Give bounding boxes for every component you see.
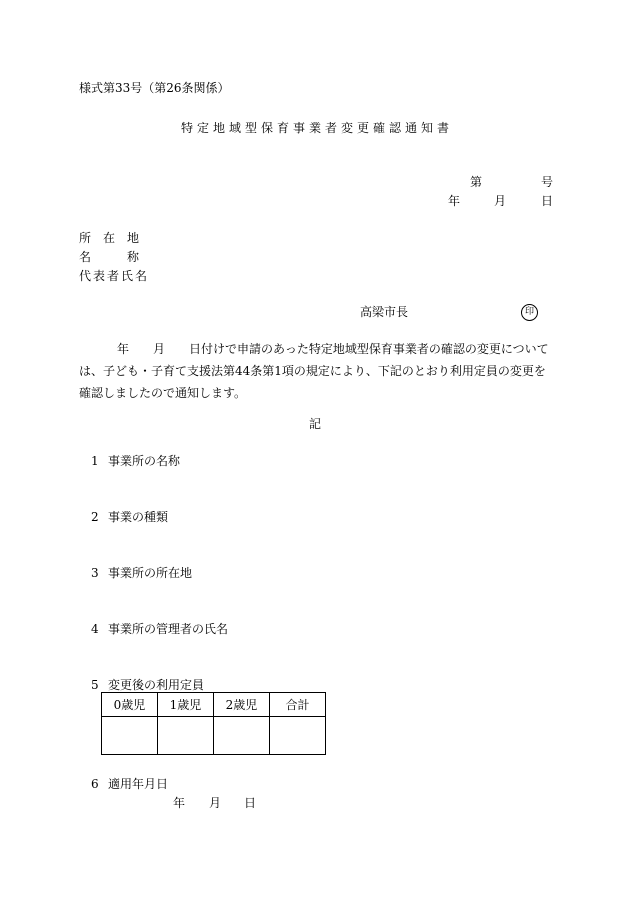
capacity-header-row: [102, 693, 326, 717]
item-number: 6: [91, 777, 99, 791]
capacity-value-total[interactable]: [270, 717, 326, 755]
seal-mark: 印: [521, 304, 538, 321]
item-label-facility-address: 事業所の所在地: [108, 566, 193, 580]
date-month: 月: [494, 194, 507, 208]
item-number: 5: [91, 678, 99, 692]
document-title: 特定地域型保育事業者変更確認通知書: [181, 121, 454, 135]
date-day: 日: [541, 194, 554, 208]
capacity-header-age0: 0歳児: [102, 693, 158, 717]
item-label-business-type: 事業の種類: [108, 510, 169, 524]
apply-date-day: 日: [244, 796, 257, 810]
item-label-apply-date: 適用年月日: [108, 777, 169, 791]
capacity-table: [101, 692, 326, 755]
capacity-header-age2: 2歳児: [214, 693, 270, 717]
date-year: 年: [448, 194, 461, 208]
item-number: 2: [91, 510, 99, 524]
item-label-capacity: 変更後の利用定員: [108, 678, 205, 692]
issuer-name: 高梁市長: [360, 305, 409, 319]
addressee-location: 所 在 地: [79, 231, 140, 245]
capacity-header-age1: 1歳児: [158, 693, 214, 717]
ki-heading: 記: [309, 417, 322, 431]
addressee-representative: 代表者氏名: [79, 269, 150, 283]
capacity-value-age2[interactable]: [214, 717, 270, 755]
doc-number-suffix: 号: [541, 175, 554, 189]
addressee-name: 名 称: [79, 250, 140, 264]
item-number: 3: [91, 566, 99, 580]
capacity-value-row: [102, 717, 326, 755]
item-number: 4: [91, 622, 99, 636]
capacity-header-total: 合計: [270, 693, 326, 717]
capacity-value-age0[interactable]: [102, 717, 158, 755]
item-number: 1: [91, 454, 99, 468]
apply-date-year: 年: [173, 796, 186, 810]
doc-number-prefix: 第: [470, 175, 483, 189]
item-label-manager-name: 事業所の管理者の氏名: [108, 622, 229, 636]
apply-date-month: 月: [209, 796, 222, 810]
capacity-value-age1[interactable]: [158, 717, 214, 755]
form-id: 様式第33号（第26条関係）: [79, 81, 230, 95]
body-text: 年 月 日付けで申請のあった特定地域型保育事業者の確認の変更については、子ども・子育て支援法第44条第1項の規定により、下記のとおり利用定員の変更を確認しましたので通知します。: [79, 342, 549, 400]
item-label-facility-name: 事業所の名称: [108, 454, 181, 468]
